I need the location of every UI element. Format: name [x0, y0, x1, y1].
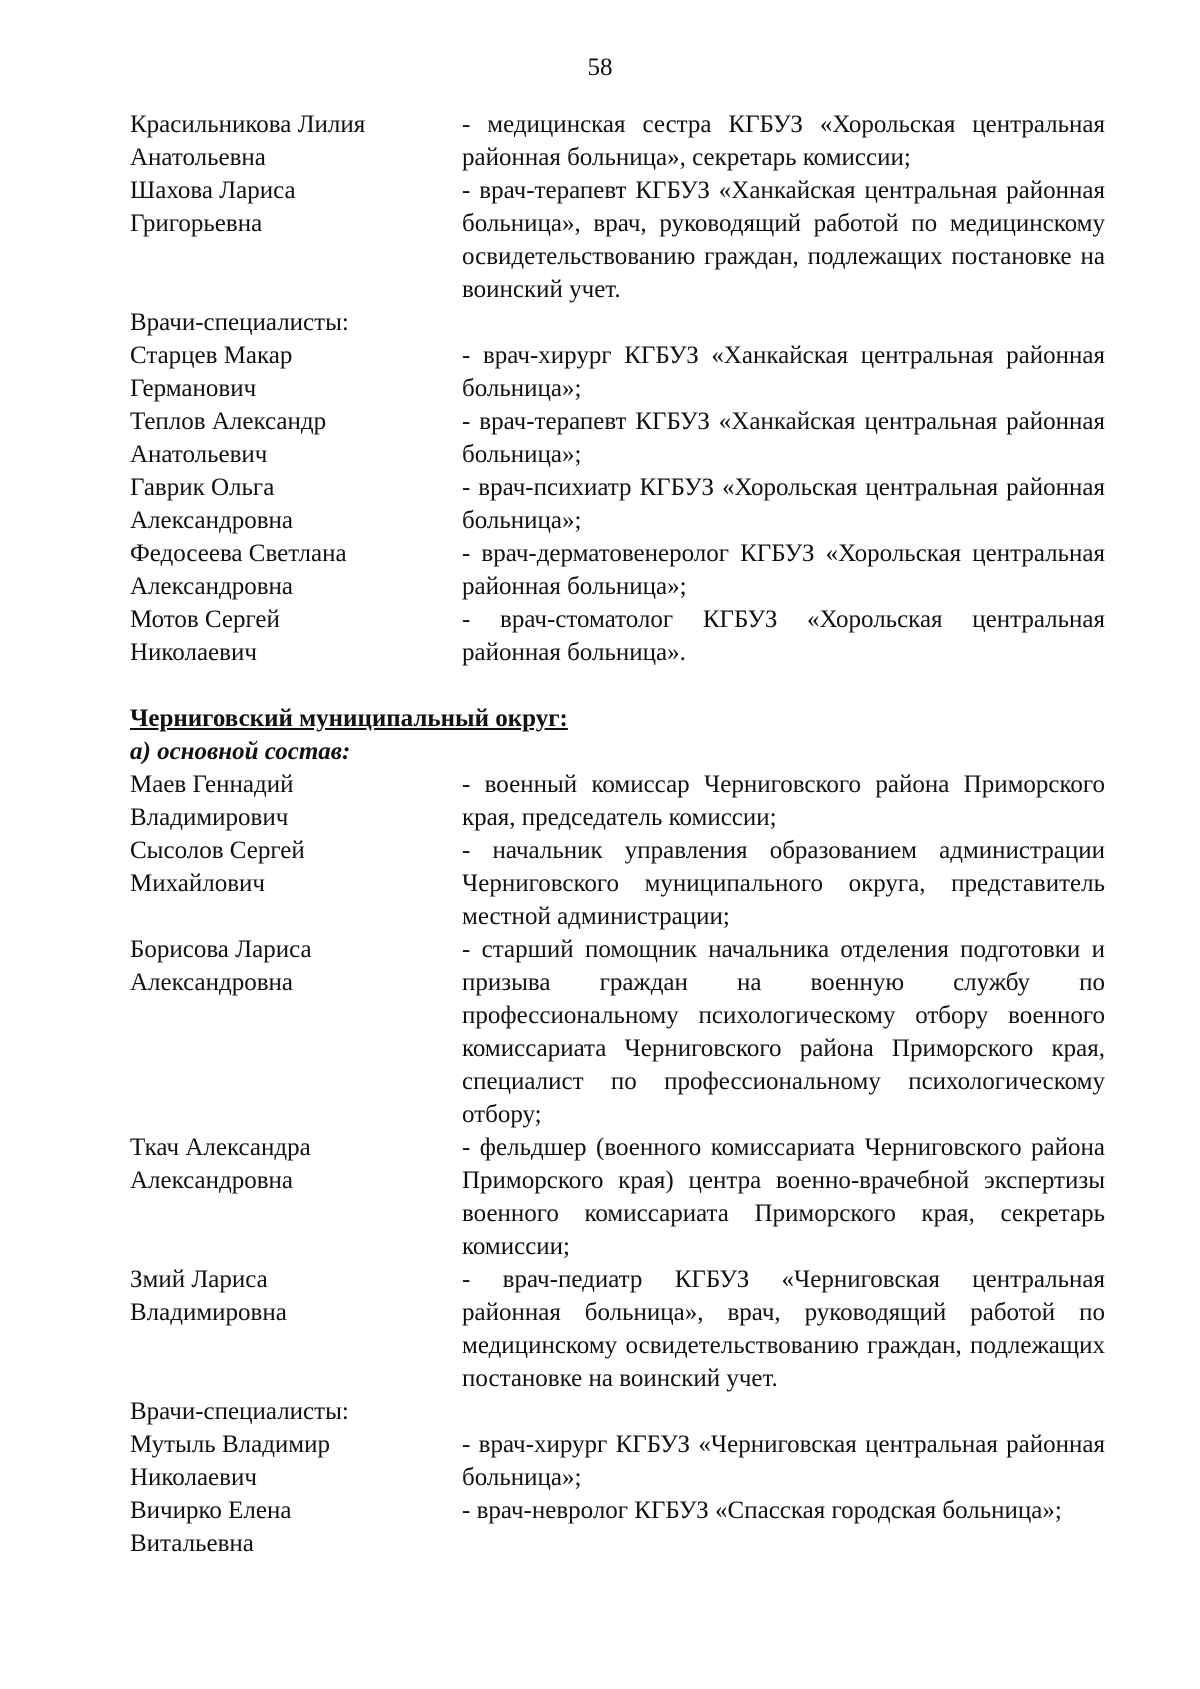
member-entry	[130, 768, 1105, 834]
specialist-entry	[130, 339, 1105, 405]
composition-label: а) основной состав:	[130, 738, 351, 765]
specialist-role: - врач-терапевт КГБУЗ «Ханкайская центральная районная больница»;	[462, 408, 1105, 468]
specialist-name: Федосеева Светлана Александровна	[130, 540, 347, 600]
specialist-role: - врач-хирург КГБУЗ «Ханкайская центральная районная больница»;	[462, 342, 1105, 402]
member-name: Красильникова Лилия Анатольевна	[130, 111, 366, 171]
specialist-name: Теплов Александр Анатольевич	[130, 408, 327, 468]
specialist-name: Вичирко Елена Витальевна	[130, 1497, 292, 1557]
document-body	[130, 108, 1105, 1560]
member-entry	[130, 174, 1105, 306]
member-name: Сысолов Сергей Михайлович	[130, 837, 305, 897]
specialist-role: - врач-стоматолог КГБУЗ «Хорольская центральная районная больница».	[462, 606, 1105, 666]
member-role: - фельдшер (военного комиссариата Черниговского района Приморского края) центра военно-врачебной экспертизы военного комиссариата Приморского края, секретарь комиссии;	[462, 1134, 1105, 1260]
member-role: - военный комиссар Черниговского района Приморского края, председатель комиссии;	[462, 771, 1105, 831]
member-entry	[130, 1131, 1105, 1263]
specialist-entry	[130, 537, 1105, 603]
specialist-name: Гаврик Ольга Александровна	[130, 474, 294, 534]
specialist-entry	[130, 405, 1105, 471]
specialist-role: - врач-психиатр КГБУЗ «Хорольская центральная районная больница»;	[462, 474, 1105, 534]
member-name: Ткач Александра Александровна	[130, 1134, 311, 1194]
member-role: - начальник управления образованием администрации Черниговского муниципального округа, представитель местной администрации;	[462, 837, 1105, 930]
specialist-name: Старцев Макар Германович	[130, 342, 293, 402]
specialist-entry	[130, 471, 1105, 537]
specialist-entry	[130, 1494, 1105, 1560]
member-name: Змий Лариса Владимировна	[130, 1266, 287, 1326]
specialist-entry	[130, 1428, 1105, 1494]
member-name: Шахова Лариса Григорьевна	[130, 177, 296, 237]
district-title: Черниговский муниципальный округ:	[130, 705, 568, 732]
member-role: - медицинская сестра КГБУЗ «Хорольская центральная районная больница», секретарь комиссии;	[462, 111, 1105, 171]
member-name: Маев Геннадий Владимирович	[130, 771, 294, 831]
member-entry	[130, 834, 1105, 933]
page-number: 58	[587, 54, 613, 81]
specialist-role: - врач-невролог КГБУЗ «Спасская городская больница»;	[462, 1497, 1062, 1524]
specialist-role: - врач-дерматовенеролог КГБУЗ «Хорольская центральная районная больница»;	[462, 540, 1105, 600]
section-spacer	[130, 669, 1105, 702]
member-name: Борисова Лариса Александровна	[130, 936, 312, 996]
member-role: - врач-терапевт КГБУЗ «Ханкайская центральная районная больница», врач, руководящий работой по медицинскому освидетельствованию граждан, подлежащих постановке на воинский учет.	[462, 177, 1105, 303]
specialist-name: Мутыль Владимир Николаевич	[130, 1431, 330, 1491]
specialist-role: - врач-хирург КГБУЗ «Черниговская центральная районная больница»;	[462, 1431, 1105, 1491]
member-role: - старший помощник начальника отделения подготовки и призыва граждан на военную службу по профессиональному психологическому отбору военного комиссариата Черниговского района Приморского края, специалист по профессиональному психологическому отбору;	[462, 936, 1105, 1128]
member-entry	[130, 108, 1105, 174]
member-role: - врач-педиатр КГБУЗ «Черниговская центральная районная больница», врач, руководящий работой по медицинскому освидетельствованию граждан, подлежащих постановке на воинский учет.	[462, 1266, 1105, 1392]
specialist-name: Мотов Сергей Николаевич	[130, 606, 280, 666]
specialist-entry	[130, 603, 1105, 669]
specialists-label: Врачи-специалисты:	[130, 309, 349, 336]
member-entry	[130, 933, 1105, 1131]
specialists-label: Врачи-специалисты:	[130, 1398, 349, 1425]
member-entry	[130, 1263, 1105, 1395]
